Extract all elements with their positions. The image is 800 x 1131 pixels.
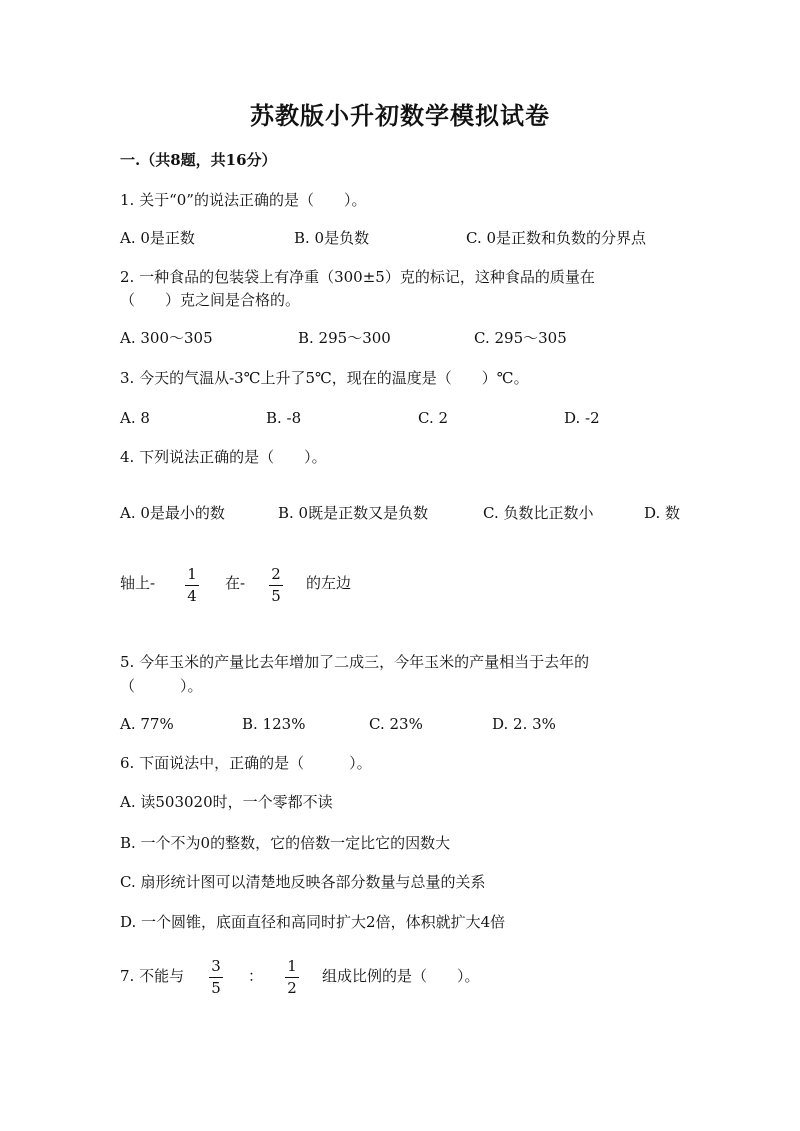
question-6-stem: 6. 下面说法中，正确的是（ ）。 [120,754,372,772]
fraction-denominator: 2 [287,979,297,997]
question-6-option-b: B. 一个不为0的整数，它的倍数一定比它的因数大 [120,834,451,852]
question-4-stem: 4. 下列说法正确的是（ ）。 [120,448,327,466]
question-3-option-d: D. -2 [564,409,600,427]
fraction-numerator: 1 [287,957,297,975]
question-6-option-a: A. 读503020时，一个零都不读 [120,793,333,811]
question-3-option-c: C. 2 [418,409,449,427]
question-4-option-a: A. 0是最小的数 [120,504,225,522]
question-2-option-c: C. 295～305 [474,329,567,347]
question-2-option-a: A. 300～305 [120,329,213,347]
question-6-option-c: C. 扇形统计图可以清楚地反映各部分数量与总量的关系 [120,873,486,891]
exam-title: 苏教版小升初数学模拟试卷 [250,101,550,130]
question-1-option-b: B. 0是负数 [294,229,370,247]
question-4-option-c: C. 负数比正数小 [483,504,594,522]
question-7-fraction-1 [208,958,224,997]
question-5-option-d: D. 2. 3% [492,715,556,733]
fraction-denominator: 5 [271,587,281,605]
question-4-option-b: B. 0既是正数又是负数 [278,504,429,522]
question-5-stem-line2: （ ）。 [120,677,203,695]
question-2-stem-line2: （ ）克之间是合格的。 [120,291,301,309]
question-7-fraction-2 [284,958,300,997]
question-4-option-d-middle: 在- [225,574,246,592]
question-7-stem-suffix: 组成比例的是（ ）。 [322,967,480,985]
question-1-option-a: A. 0是正数 [120,229,195,247]
question-5-option-a: A. 77% [120,715,174,733]
question-1-stem: 1. 关于“0”的说法正确的是（ ）。 [120,191,367,209]
question-2-stem-line1: 2. 一种食品的包装袋上有净重（300±5）克的标记，这种食品的质量在 [120,268,595,286]
question-4-option-d-suffix: 的左边 [306,574,352,592]
question-7-stem-prefix: 7. 不能与 [120,967,185,985]
question-2-option-b: B. 295～300 [298,329,391,347]
question-5-stem-line1: 5. 今年玉米的产量比去年增加了二成三，今年玉米的产量相当于去年的 [120,653,590,671]
question-5-option-c: C. 23% [369,715,423,733]
question-3-option-a: A. 8 [120,409,150,427]
fraction-numerator: 2 [271,565,281,583]
question-5-option-b: B. 123% [242,715,306,733]
fraction-numerator: 3 [211,957,221,975]
question-4-option-d: D. 数 [644,504,681,522]
section-heading: 一.（共8题，共16分） [120,151,277,169]
question-4-option-d-prefix: 轴上- [120,574,156,592]
question-3-stem: 3. 今天的气温从-3℃上升了5℃，现在的温度是（ ）℃。 [120,369,529,387]
question-4-fraction-1 [184,566,200,605]
question-1-option-c: C. 0是正数和负数的分界点 [466,229,647,247]
question-3-option-b: B. -8 [266,409,302,427]
question-4-fraction-2 [268,566,284,605]
fraction-denominator: 5 [211,979,221,997]
fraction-denominator: 4 [187,587,197,605]
question-6-option-d: D. 一个圆锥，底面直径和高同时扩大2倍，体积就扩大4倍 [120,913,506,931]
fraction-numerator: 1 [187,565,197,583]
question-7-colon: ： [248,967,264,985]
